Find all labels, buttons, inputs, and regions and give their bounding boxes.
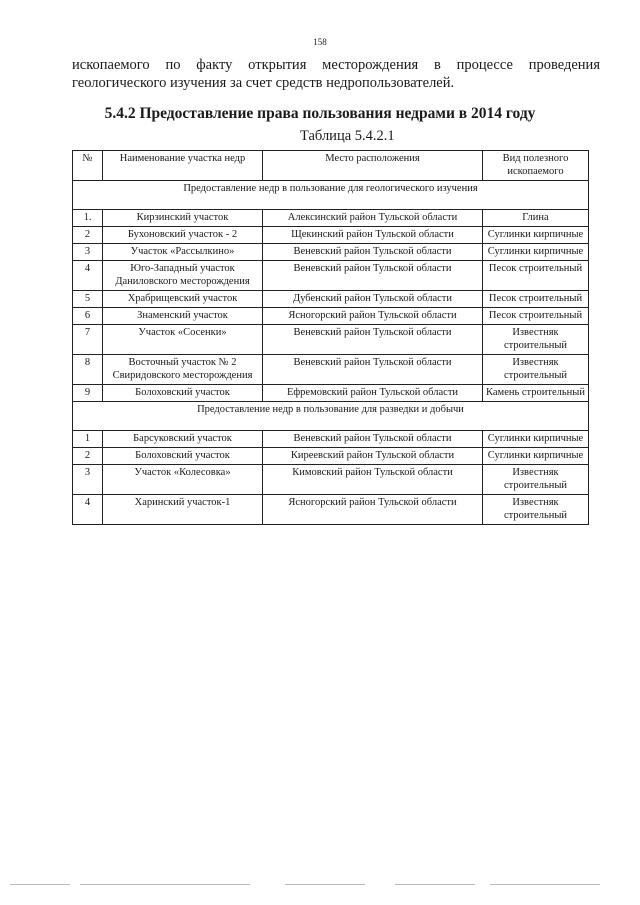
table-body: [73, 181, 589, 525]
header-number: №: [73, 151, 103, 181]
table-row: [73, 431, 589, 448]
scan-artifact-line: [10, 884, 70, 885]
cell-number: 3: [73, 465, 103, 495]
header-site-name: Наименование участка недр: [103, 151, 263, 181]
cell-site-name: Участок «Сосенки»: [103, 325, 263, 355]
cell-mineral: Песок строительный: [483, 261, 589, 291]
cell-mineral: Суглинки кирпичные: [483, 227, 589, 244]
table-header-row: [73, 151, 589, 181]
cell-location: Дубенский район Тульской области: [263, 291, 483, 308]
table-group-row: [73, 402, 589, 431]
cell-site-name: Юго-Западный участок Даниловского месторождения: [103, 261, 263, 291]
page-number: 158: [313, 37, 327, 47]
cell-location: Веневский район Тульской области: [263, 325, 483, 355]
cell-location: Веневский район Тульской области: [263, 431, 483, 448]
cell-location: Щекинский район Тульской области: [263, 227, 483, 244]
scan-artifact-line: [395, 884, 475, 885]
cell-site-name: Бухоновский участок - 2: [103, 227, 263, 244]
cell-mineral: Суглинки кирпичные: [483, 244, 589, 261]
cell-number: 4: [73, 261, 103, 291]
section-heading: 5.4.2 Предоставление права пользования недрами в 2014 году: [104, 105, 536, 122]
intro-paragraph: ископаемого по факту открытия месторождения в процессе проведения геологического изучения за счет средств недропользователей.: [72, 57, 600, 91]
header-mineral: Вид полезного ископаемого: [483, 151, 589, 181]
cell-site-name: Знаменский участок: [103, 308, 263, 325]
cell-location: Веневский район Тульской области: [263, 261, 483, 291]
group-title: Предоставление недр в пользование для геологического изучения: [73, 181, 589, 210]
cell-number: 1: [73, 431, 103, 448]
cell-mineral: Песок строительный: [483, 308, 589, 325]
cell-site-name: Болоховский участок: [103, 448, 263, 465]
cell-number: 2: [73, 448, 103, 465]
table-caption: Таблица 5.4.2.1: [300, 128, 395, 144]
table-row: [73, 355, 589, 385]
cell-mineral: Камень строительный: [483, 385, 589, 402]
cell-location: Кимовский район Тульской области: [263, 465, 483, 495]
cell-site-name: Харинский участок-1: [103, 495, 263, 525]
cell-number: 4: [73, 495, 103, 525]
cell-site-name: Участок «Рассылкино»: [103, 244, 263, 261]
scan-artifact-line: [80, 884, 250, 885]
cell-location: Ясногорский район Тульской области: [263, 308, 483, 325]
cell-site-name: Барсуковский участок: [103, 431, 263, 448]
table-row: [73, 308, 589, 325]
header-location: Место расположения: [263, 151, 483, 181]
table-row: [73, 495, 589, 525]
cell-mineral: Известняк строительный: [483, 495, 589, 525]
cell-number: 7: [73, 325, 103, 355]
cell-mineral: Глина: [483, 210, 589, 227]
scan-artifact-line: [285, 884, 365, 885]
cell-location: Ефремовский район Тульской области: [263, 385, 483, 402]
scan-artifact-line: [490, 884, 600, 885]
cell-mineral: Известняк строительный: [483, 355, 589, 385]
table-row: [73, 465, 589, 495]
table-row: [73, 291, 589, 308]
table-row: [73, 244, 589, 261]
cell-number: 5: [73, 291, 103, 308]
cell-mineral: Суглинки кирпичные: [483, 448, 589, 465]
table-row: [73, 325, 589, 355]
cell-mineral: Суглинки кирпичные: [483, 431, 589, 448]
table-row: [73, 210, 589, 227]
table-row: [73, 448, 589, 465]
cell-location: Алексинский район Тульской области: [263, 210, 483, 227]
group-title: Предоставление недр в пользование для разведки и добычи: [73, 402, 589, 431]
cell-location: Веневский район Тульской области: [263, 244, 483, 261]
table-group-row: [73, 181, 589, 210]
cell-site-name: Кирзинский участок: [103, 210, 263, 227]
cell-number: 9: [73, 385, 103, 402]
table-row: [73, 261, 589, 291]
cell-site-name: Болоховский участок: [103, 385, 263, 402]
cell-location: Веневский район Тульской области: [263, 355, 483, 385]
cell-mineral: Известняк строительный: [483, 465, 589, 495]
cell-site-name: Восточный участок № 2 Свиридовского месторождения: [103, 355, 263, 385]
cell-number: 2: [73, 227, 103, 244]
cell-location: Ясногорский район Тульской области: [263, 495, 483, 525]
table-row: [73, 227, 589, 244]
cell-site-name: Храбрищевский участок: [103, 291, 263, 308]
cell-number: 6: [73, 308, 103, 325]
table-row: [73, 385, 589, 402]
cell-site-name: Участок «Колесовка»: [103, 465, 263, 495]
cell-number: 1.: [73, 210, 103, 227]
subsoil-licenses-table: [72, 150, 589, 525]
cell-mineral: Известняк строительный: [483, 325, 589, 355]
cell-mineral: Песок строительный: [483, 291, 589, 308]
cell-number: 8: [73, 355, 103, 385]
cell-number: 3: [73, 244, 103, 261]
cell-location: Киреевский район Тульской области: [263, 448, 483, 465]
